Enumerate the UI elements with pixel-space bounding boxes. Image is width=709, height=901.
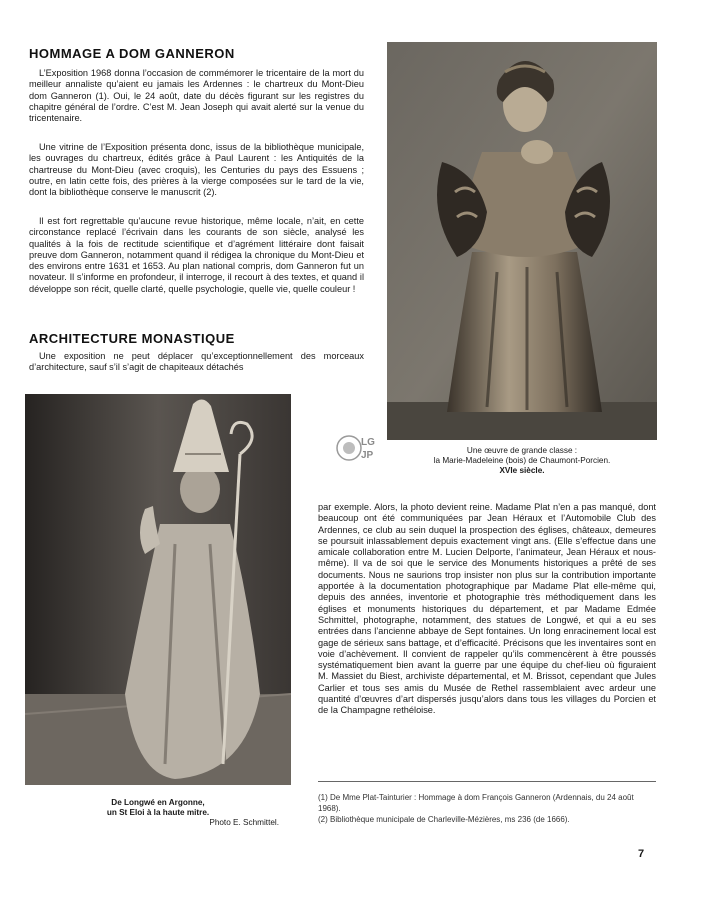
paragraph-1: L’Exposition 1968 donna l’occasion de commémorer le tricentaire de la mort du meilleur annaliste qu’aient eu jamais les Ardennes : le chartreux du Mont-Dieu dom Ganneron (1). Oui, le 24 août, date du décès figurant sur les registres du chapitre général de l’ordre. C’est M. Jean Joseph qui avait alerté sur la venue du tricentenaire. [29,68,364,124]
caption-line: Une œuvre de grande classe : [466,446,578,455]
paragraph-photo-documentation: par exemple. Alors, la photo devient reine. Madame Plat n’en a pas manqué, dont beaucoup ont été communiquées par Jean Héraux et l’Automobile Club des Ardennes, ce club au sein duquel la prospection des églises, châteaux, demeures se poursuit inlassablement depuis exactement vingt ans. (Elle s’effectue dans une amicale collaboration entre M. Lucien Delporte, l’animateur, Jean Héraux et nous-même). Il va de soi que le service des Monuments historiques a prêté de ses documents. Nous ne saurions trop insister non plus sur la contribution importante apportée à la documentation photographique par Madame Plat elle-même qui, depuis des années, inventorie et photographie très méthodiquement dans les églises et monuments historiques du département, et par Madame Edmée Schmittel, photographe, notamment, des statues de Longwé, et qui a eu ses entrées dans l’ancienne abbaye de Sept fontaines. Un long enracinement local est gage de sérieux sans battage, et d’efficacité. Précisons que les inventaires sont en voie d’achèvement. Il convient de rappeler qu’ils commencèrent à être poussés systématiquement bien avant la guerre par une équipe du chef-lieu où figuraient M. Massiet du Biest, archiviste départemental, et M. Brissot, cependant que Jules Carlier et tous ses amis du Musée de Rethel rassemblaient avec ardeur une quantité d’œuvres d’art dispersés jusqu’alors dans tous les villages du Porcien et de la Champagne rethéloise. [318,502,656,716]
caption-line: XVIe siècle. [499,466,545,475]
caption-line: la Marie-Madeleine (bois) de Chaumont-Porcien. [433,456,611,465]
caption-line: un St Eloi à la haute mitre. [106,808,210,817]
svg-text:JP: JP [361,450,374,461]
footnote-rule [318,781,656,782]
footnote-2: (2) Bibliothèque municipale de Charleville-Mézières, ms 236 (de 1666). [318,815,570,824]
caption-marie-madeleine [387,446,657,476]
section-heading-architecture: ARCHITECTURE MONASTIQUE [29,331,235,346]
photo-st-eloi [25,394,291,785]
caption-st-eloi [25,798,291,828]
paragraph-architecture: Une exposition ne peut déplacer qu’exceptionnellement des morceaux d’architecture, sauf s’il s’agit de chapiteaux détachés [29,351,364,373]
paragraph-3: Il est fort regrettable qu’aucune revue historique, même locale, n’ait, en cette circonstance replacé l’écrivain dans les courants de son siècle, analysé les qualités à la fois de rectitude scientifique et d’agrément littéraire dont faisait preuve dom Ganneron, notamment quand il rédigea la chronique du Mont-Dieu et des environs entre 1631 et 1653. Au plan national compris, dom Ganneron fut un novateur. Il s’informe en profondeur, il interroge, il recourt à des textes, et quand il développe son récit, quelle clarté, quelle psychologie, quelle vie, quelle couleur ! [29,216,364,294]
svg-text:LG: LG [361,437,375,448]
page-number: 7 [638,848,645,860]
section-heading-hommage: HOMMAGE A DOM GANNERON [29,46,235,61]
photo-marie-madeleine [387,42,657,440]
paragraph-2: Une vitrine de l’Exposition présenta donc, issus de la bibliothèque municipale, les ouvrages du chartreux, édités grâce à Paul Laurent : les Antiquités de la chartreuse du Mont-Dieu (avec croquis), les Centuries du pays des Essuens ; outre, en latin cette fois, des prières à la vierge composées sur le tard de la vie, dont la bibliothèque conserve le manuscrit (2). [29,142,364,198]
caption-line: De Longwé en Argonne, [111,798,205,807]
footnote-1: (1) De Mme Plat-Tainturier : Hommage à dom François Ganneron (Ardennais, du 24 août 1968). [318,793,634,813]
photo-credit: Photo E. Schmittel. [209,818,279,827]
library-stamp-logo [333,430,377,466]
